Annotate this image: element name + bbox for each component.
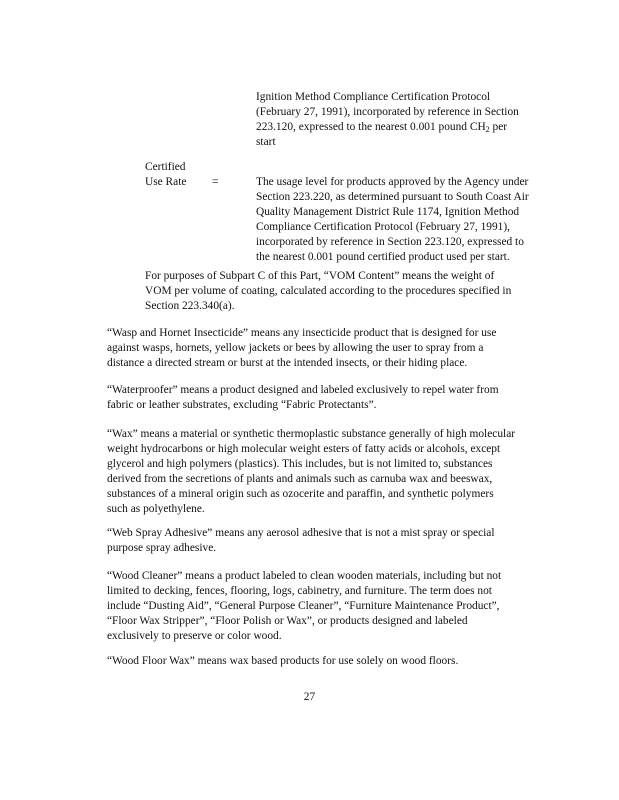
text-fragment: per (489, 121, 508, 133)
text-line: “Web Spray Adhesive” means any aerosol adhesive that is not a mist spray or special (107, 527, 495, 539)
text-line: against wasps, hornets, yellow jackets or bees by allowing the user to spray from a (107, 342, 484, 354)
text-line: Quality Management District Rule 1174, Ignition Method (256, 206, 520, 218)
continuation-paragraph (256, 90, 519, 150)
text-line: VOM per volume of coating, calculated according to the procedures specified in (145, 285, 512, 297)
page-number: 27 (303, 691, 316, 703)
definition-term-certified-use-rate (145, 160, 205, 190)
definition-wasp-and-hornet-insecticide (107, 326, 496, 371)
text-line: Section 223.340(a). (145, 300, 235, 312)
vom-content-paragraph (145, 269, 511, 314)
text-line: the nearest 0.001 pound certified product used per start. (256, 251, 510, 263)
term-line: Certified (145, 161, 186, 173)
definition-web-spray-adhesive (107, 526, 495, 556)
definition-body-certified-use-rate (256, 175, 529, 265)
text-line: For purposes of Subpart C of this Part, “VOM Content” means the weight of (145, 270, 495, 282)
text-line: include “Dusting Aid”, “General Purpose Cleaner”, “Furniture Maintenance Product”, (107, 600, 500, 612)
text-line: incorporated by reference in Section 223.120, expressed to (256, 236, 524, 248)
text-line: fabric or leather substrates, excluding “Fabric Protectants”. (107, 399, 377, 411)
text-line: “Wax” means a material or synthetic thermoplastic substance generally of high molecular (107, 428, 516, 440)
text-fragment: 223.120, expressed to the nearest 0.001 pound CH (256, 121, 486, 133)
text-line: derived from the secretions of plants and animals such as carnuba wax and beeswax, (107, 473, 493, 485)
text-line: weight hydrocarbons or high molecular weight esters of fatty acids or alcohols, except (107, 443, 501, 455)
definition-wood-cleaner (107, 569, 501, 644)
text-line: glycerol and high polymers (plastics). This includes, but is not limited to, substances (107, 458, 493, 470)
text-line: limited to decking, fences, flooring, logs, cabinetry, and furniture. The term does not (107, 585, 492, 597)
text-line: “Wood Floor Wax” means wax based products for use solely on wood floors. (107, 655, 459, 667)
equals-sign: = (212, 176, 219, 188)
text-line: start (256, 136, 276, 148)
subscript: 2 (485, 125, 490, 134)
definition-wood-floor-wax (107, 654, 458, 669)
text-line: Ignition Method Compliance Certification Protocol (256, 91, 491, 103)
text-line: “Wasp and Hornet Insecticide” means any insecticide product that is designed for use (107, 327, 497, 339)
text-line: The usage level for products approved by the Agency under (256, 176, 529, 188)
text-line (256, 120, 519, 135)
text-line: substances of a mineral origin such as ozocerite and paraffin, and synthetic polymers (107, 488, 494, 500)
text-line: “Waterproofer” means a product designed and labeled exclusively to repel water from (107, 384, 499, 396)
text-line: (February 27, 1991), incorporated by reference in Section (256, 106, 519, 118)
text-line: “Floor Wax Stripper”, “Floor Polish or Wax”, or products designed and labeled (107, 615, 468, 627)
text-line: distance a directed stream or burst at the intended insects, or their hiding place. (107, 357, 468, 369)
text-line: purpose spray adhesive. (107, 542, 217, 554)
text-line: exclusively to preserve or color wood. (107, 630, 282, 642)
text-line: Compliance Certification Protocol (February 27, 1991), (256, 221, 511, 233)
text-line: Section 223.220, as determined pursuant to South Coast Air (256, 191, 529, 203)
definition-waterproofer (107, 383, 499, 413)
text-line: “Wood Cleaner” means a product labeled to clean wooden materials, including but not (107, 570, 502, 582)
term-line: Use Rate (145, 176, 187, 188)
definition-wax (107, 427, 515, 517)
text-line: such as polyethylene. (107, 503, 205, 515)
